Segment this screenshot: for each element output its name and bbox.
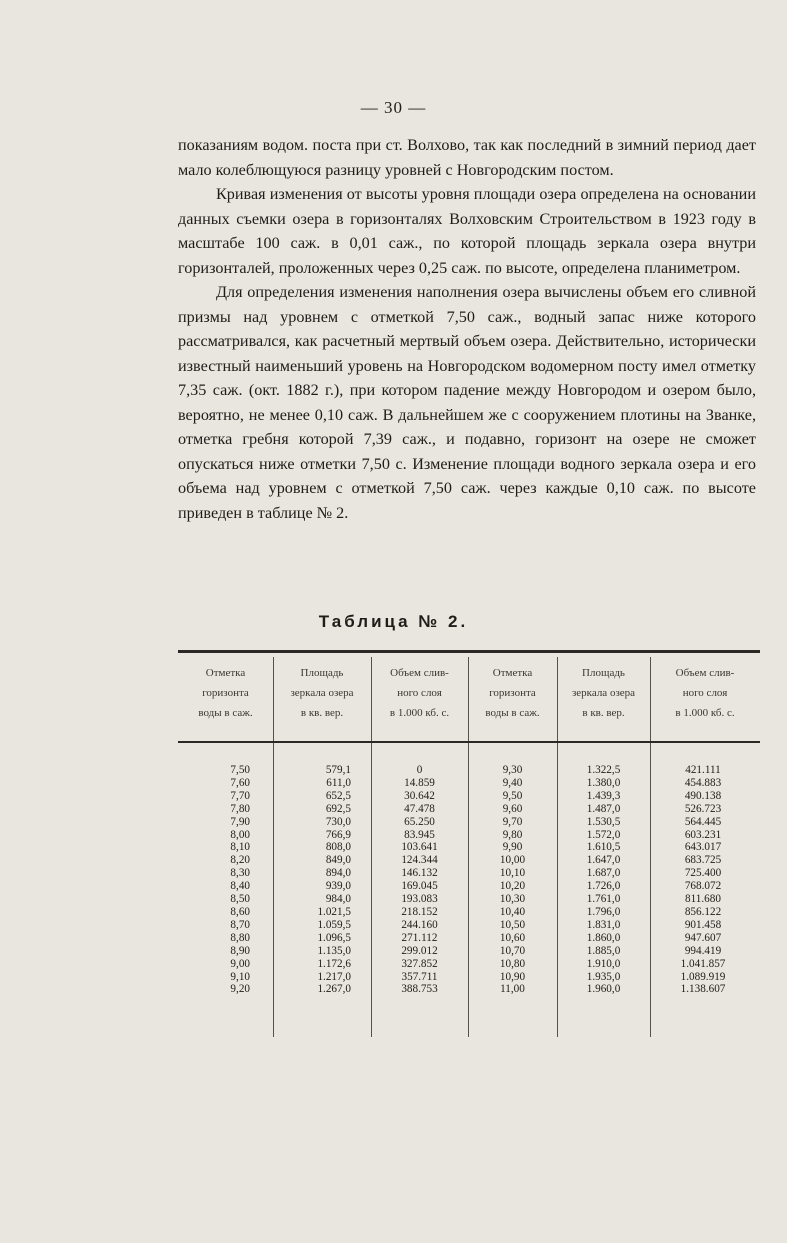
- table-cell: 603.231: [684, 828, 722, 841]
- table-cell: 1.439,3: [586, 789, 621, 802]
- table-cell: 984,0: [325, 893, 351, 906]
- table-cell: 1.021,5: [317, 905, 351, 918]
- table-cell: 10,20: [499, 880, 526, 893]
- table-cell: 244.160: [401, 918, 438, 931]
- table-cell: 14.859: [404, 776, 435, 789]
- header-rule: [178, 741, 760, 743]
- table-cell: 1.796,0: [586, 905, 621, 918]
- table-cell: 8,10: [230, 841, 250, 854]
- table-cell: 103.641: [401, 841, 438, 854]
- table-cell: 169.045: [401, 880, 438, 893]
- paragraph-1: показаниям водом. поста при ст. Волхово, так как последний в зимний период дает мало колеблющуюся разницу уровней с Новгородским постом.: [178, 136, 756, 179]
- table-cell: 808,0: [325, 841, 351, 854]
- table-cell: 1.572,0: [586, 828, 621, 841]
- table-cell: 856.122: [684, 905, 722, 918]
- table-cell: 1.831,0: [586, 918, 621, 931]
- column-volume-1: [371, 764, 468, 996]
- table-cell: 9,50: [502, 789, 523, 802]
- table-cell: 1.487,0: [586, 802, 621, 815]
- table-cell: 1.089.919: [680, 970, 726, 983]
- table-cell: 7,50: [230, 764, 250, 776]
- table-cell: 218.152: [401, 905, 438, 918]
- table-cell: 8,20: [230, 854, 250, 867]
- table-cell: 1.096,5: [317, 931, 351, 944]
- table-cell: 8,50: [230, 893, 250, 906]
- table-cell: 1.687,0: [586, 867, 621, 880]
- table-cell: 1.530,5: [586, 815, 621, 828]
- table-cell: 8,40: [230, 880, 250, 893]
- table-cell: 490.138: [684, 789, 722, 802]
- table-cell: 8,70: [230, 918, 250, 931]
- table-cell: 564.445: [684, 815, 722, 828]
- header-cell: Объем слив- ного слоя в 1.000 кб. с.: [675, 667, 735, 719]
- table-cell: 692,5: [325, 802, 351, 815]
- table-cell: 730,0: [325, 815, 351, 828]
- table-cell: 1.647,0: [586, 854, 621, 867]
- column-elevation-2: [468, 764, 557, 996]
- table-cell: 652,5: [325, 789, 351, 802]
- table-cell: 611,0: [326, 776, 351, 789]
- table-cell: 8,00: [230, 828, 250, 841]
- table-cell: 9,40: [502, 776, 523, 789]
- table-cell: 10,50: [499, 918, 526, 931]
- page-number: — 30 —: [360, 98, 427, 117]
- table-cell: 1.172,6: [317, 957, 351, 970]
- table-header: [178, 663, 760, 743]
- table-cell: 9,90: [502, 841, 523, 854]
- table-cell: 1.267,0: [317, 983, 351, 996]
- table-cell: 124.344: [401, 854, 438, 867]
- table-cell: 683.725: [684, 854, 722, 867]
- header-cell: Отметка горизонта воды в саж.: [485, 667, 540, 719]
- column-volume-2: [650, 764, 756, 996]
- table-cell: 7,80: [230, 802, 250, 815]
- table-cell: 146.132: [401, 867, 438, 880]
- header-cell: Объем слив- ного слоя в 1.000 кб. с.: [389, 667, 450, 719]
- body-text: [178, 133, 756, 525]
- table-cell: 10,70: [499, 944, 526, 957]
- table-cell: 1.860,0: [586, 931, 621, 944]
- table-cell: 8,90: [230, 944, 250, 957]
- table-cell: 1.380,0: [586, 776, 621, 789]
- table-cell: 1.138.607: [680, 983, 726, 996]
- table-cell: 849,0: [325, 854, 351, 867]
- table-cell: 1.885,0: [586, 944, 621, 957]
- table-cell: 83.945: [404, 828, 435, 841]
- table-cell: 327.852: [401, 957, 438, 970]
- table-cell: 193.083: [401, 893, 438, 906]
- table-cell: 1.935,0: [586, 970, 621, 983]
- table-cell: 901.458: [684, 918, 722, 931]
- table-cell: 1.610,5: [586, 841, 621, 854]
- header-cell: Площадь зеркала озера в кв. вер.: [571, 667, 636, 719]
- table-cell: 1.960,0: [586, 983, 621, 996]
- paragraph-2: Кривая изменения от высоты уровня площади озера определена на основании данных съемки озера в горизонталях Волховским Строительством в 1923 году в масштабе 100 саж. в 0,01 саж., по которой площадь зеркала озера внутри горизонталей, проложенных через 0,25 саж. по высоте, определена планиметром.: [178, 185, 756, 277]
- table-cell: 10,10: [499, 867, 526, 880]
- table-cell: 1.217,0: [317, 970, 351, 983]
- table-cell: 1.041.857: [680, 957, 726, 970]
- table-cell: 10,40: [499, 905, 526, 918]
- table-cell: 7,60: [230, 776, 250, 789]
- table-cell: 8,60: [230, 905, 250, 918]
- table-cell: 1.135,0: [317, 944, 351, 957]
- table-cell: 579,1: [325, 764, 351, 776]
- table-cell: 10,90: [499, 970, 526, 983]
- paragraph-3: Для определения изменения наполнения озера вычислены объем его сливной призмы над уровнем с отметкой 7,50 саж., водный запас ниже которого рассматривался, как расчетный мертвый объем озера. Действительно, исторически известный наименьший уровень на Новгородском водомерном посту имел отметку 7,35 саж. (окт. 1882 г.), при котором падение между Новгородом и озером было, вероятно, не менее 0,10 саж. В дальнейшем же с сооружением плотины на Званке, отметка гребня которой 7,39 саж., и подавно, горизонт на озере не сможет опускаться ниже отметки 7,50 с. Изменение площади водного зеркала озера и его объема над уровнем с отметкой 7,50 саж. через каждые 0,10 саж. по высоте приведен в таблице № 2.: [178, 283, 756, 522]
- table-cell: 947.607: [684, 931, 722, 944]
- table-cell: 1.726,0: [586, 880, 621, 893]
- table-cell: 526.723: [684, 802, 722, 815]
- table-cell: 7,90: [230, 815, 250, 828]
- table-cell: 299.012: [401, 944, 438, 957]
- table-cell: 10,00: [499, 854, 526, 867]
- table-cell: 357.711: [401, 970, 438, 983]
- table-cell: 1.761,0: [586, 893, 621, 906]
- table-cell: 30.642: [404, 789, 435, 802]
- table-cell: 47.478: [404, 802, 435, 815]
- table-cell: 8,30: [230, 867, 250, 880]
- table-cell: 10,80: [499, 957, 526, 970]
- table-cell: 994.419: [684, 944, 722, 957]
- table-cell: 271.112: [401, 931, 438, 944]
- table-cell: 11,00: [500, 983, 525, 996]
- table-cell: 939,0: [325, 880, 351, 893]
- table-cell: 1.059,5: [317, 918, 351, 931]
- table-cell: 1.910,0: [586, 957, 621, 970]
- table-cell: 766,9: [325, 828, 351, 841]
- data-table: [178, 650, 760, 1045]
- table-cell: 388.753: [401, 983, 438, 996]
- table-cell: 10,60: [499, 931, 526, 944]
- table-cell: 421.111: [685, 764, 721, 776]
- table-cell: 894,0: [325, 867, 351, 880]
- table-title: Таблица № 2.: [318, 612, 469, 631]
- table-cell: 10,30: [499, 893, 526, 906]
- table-cell: 811.680: [685, 893, 721, 906]
- table-cell: 768.072: [684, 880, 722, 893]
- table-cell: 454.883: [684, 776, 722, 789]
- table-cell: 0: [416, 764, 423, 776]
- table-cell: 9,20: [230, 983, 250, 996]
- header-cell: Отметка горизонта воды в саж.: [198, 667, 253, 719]
- table-cell: 9,80: [502, 828, 523, 841]
- table-cell: 725.400: [684, 867, 722, 880]
- column-area-1: [273, 764, 351, 996]
- table-cell: 9,30: [502, 764, 523, 776]
- table-cell: 7,70: [230, 789, 250, 802]
- table-cell: 643.017: [684, 841, 722, 854]
- column-elevation-1: [178, 764, 250, 996]
- header-cell: Площадь зеркала озера в кв. вер.: [290, 667, 354, 719]
- table-cell: 9,10: [230, 970, 250, 983]
- table-cell: 1.322,5: [586, 764, 621, 776]
- column-area-2: [557, 764, 650, 996]
- table-cell: 9,70: [502, 815, 523, 828]
- table-cell: 8,80: [230, 931, 250, 944]
- table-cell: 9,00: [230, 957, 250, 970]
- table-cell: 65.250: [404, 815, 435, 828]
- table-cell: 9,60: [502, 802, 523, 815]
